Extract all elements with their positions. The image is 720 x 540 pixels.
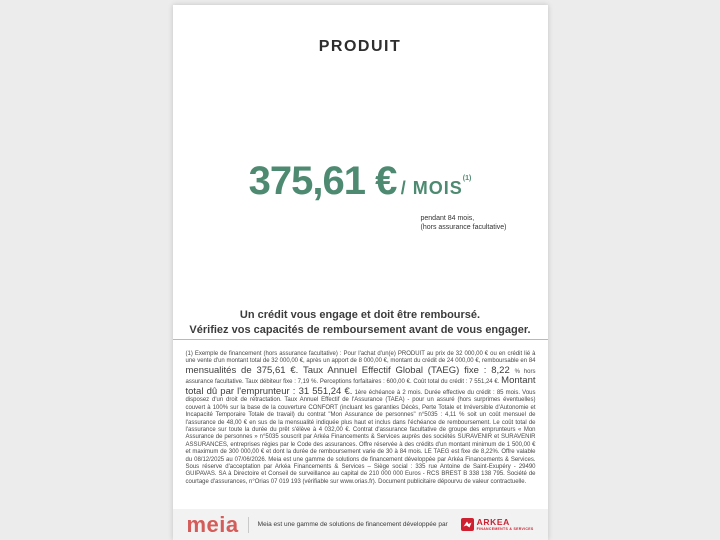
duration-line-2: (hors assurance facultative) [420,223,507,231]
price-duration [421,215,507,232]
legal-emphasized-segment: Montant total dû par l'emprunteur : 31 551,24 €. [185,375,536,397]
legal-emphasized-segment: mensualités de 375,61 €. Taux Annuel Effectif Global (TAEG) fixe : 8,22 [185,364,515,376]
arkea-logo [461,518,534,531]
arkea-name: ARKEA [476,517,510,527]
price-block [173,161,548,201]
legal-segment: 1ère échéance à 2 mois. Durée effective du crédit : 85 mois. Vous disposez d'un droit de rétractation. Taux Annuel Effectif de l'Assurance (TAEA) - pour un assuré (hors surprimes éventuelles) couvert à 100% sur la base de la couverture CONFORT (incluant les garanties Décès, Perte Totale et Irréversible d'Autonomie et Incapacité Temporaire Totale de travail) du contrat "Mon Assurance de personnes" n°5035 : 4,11 % soit un coût mensuel de l'assurance de 48,00 € en sus de la mensualité indiquée plus haut et inclus dans l'échéance de remboursement. Le coût total de l'assurance sur toute la durée du prêt s'élève à 4 032,00 €. Contrat d'assurance facultative de groupe des emprunteurs « Mon Assurance de personnes » n°5035 souscrit par Arkéa Financements & Services auprès des sociétés SURAVENIR et SURAVENIR ASSURANCES, entreprises régies par le Code des assurances. Offre réservée à des crédits d'un montant minimum de 1 500,00 € et maximum de 300 000,00 € et dont la durée de remboursement varie de 30 à 84 mois. LE TAEG est fixe de 8,22%. Offre valable du 08/12/2025 au 07/06/2026. Meia est une gamme de solutions de financement développée par Arkéa Financements & Services. Sous réserve d'acceptation par Arkéa Financements & Services – Siège social : 335 rue Antoine de Saint-Exupéry - 29490 GUIPAVAS. SA à Directoire et Conseil de surveillance au capital de 210 000 000 Euros - RCS BREST B 338 138 795. Société de courtage d'assurances, n°Orias 07 019 193 (vérifiable sur www.orias.fr). Document publicitaire dépourvu de valeur contractuelle. [185,389,536,485]
legal-segment: % hors assurance facultative. Taux débiteur fixe : 7,19 %. Perceptions forfaitaires : 600,00 €. Coût total du crédit : 7 551,24 €. [185,368,536,386]
credit-warning [173,308,548,338]
price-amount: 375,61 € [248,159,397,203]
price-period-label: / MOIS [400,178,463,198]
footer-tagline: Meia est une gamme de solutions de financement développée par [257,521,448,528]
arkea-wordmark [477,518,534,531]
footer-bar [173,509,548,540]
footnote-marker: (1) [462,175,472,182]
arkea-bird-icon [461,518,474,531]
arkea-subtitle: FINANCEMENTS & SERVICES [476,526,534,531]
credit-warning-line-1: Un crédit vous engage et doit être remboursé. [239,309,481,321]
meia-logo: meia [186,511,239,537]
footer-divider [248,517,249,533]
price-period [400,175,472,198]
warning-divider-line [173,339,548,340]
duration-line-1: pendant 84 mois, [420,215,475,222]
legal-text [186,351,536,486]
page-title: PRODUIT [318,38,402,55]
legal-segment: (1) Exemple de financement (hors assurance facultative) : Pour l'achat d'un(e) PRODUIT au prix de 32 000,00 € ou en crédit lié à une vente d'un montant total de 32 000,00 €, après un apport de 8 000,00 €, montant du crédit de 24 000,00 €, remboursable en 84 [185,351,536,365]
credit-warning-line-2: Vérifiez vos capacités de remboursement avant de vous engager. [189,324,531,336]
document-page [173,5,548,540]
